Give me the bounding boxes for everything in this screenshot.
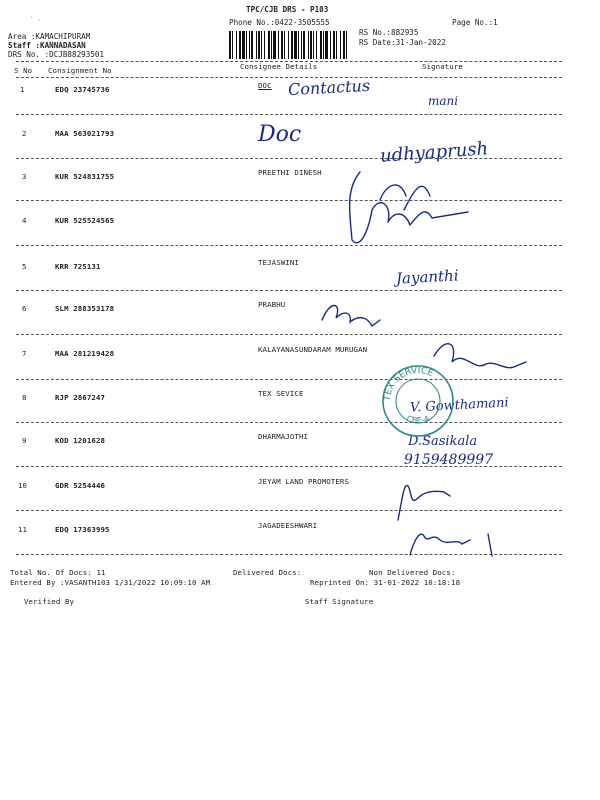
handwritten-doc: Doc: [258, 122, 302, 147]
page-number: Page No.:1: [452, 18, 498, 27]
row-2-sno: 2: [22, 129, 27, 138]
area-label: Area :KAMACHIPURAM: [8, 32, 91, 41]
row-2-consignment: MAA 563021793: [55, 129, 115, 138]
rs-date: RS Date:31-Jan-2022: [359, 38, 446, 47]
col-signature: Signature: [422, 62, 463, 71]
signature-6: [322, 306, 380, 327]
handwritten-name: mani: [428, 94, 459, 108]
delivered-docs: Delivered Docs:: [233, 568, 302, 577]
row-9-consignment: KOD 1201628: [55, 436, 106, 445]
row-6-sno: 6: [22, 304, 27, 313]
reprinted-on: Reprinted On: 31-01-2022 10:18:18: [310, 578, 461, 587]
row-9-consignee: DHARMAJOTHI: [258, 432, 309, 441]
handwritten-name: Jayanthi: [395, 266, 459, 288]
col-sno: S No: [14, 66, 33, 75]
signature-3b: [380, 185, 430, 210]
rs-number: RS No.:882935: [359, 28, 419, 37]
row-5-sno: 5: [22, 262, 27, 271]
stamp-bottom-text: CBE-4: [405, 413, 431, 426]
entered-by: Entered By :VASANTH103 1/31/2022 10:09:10 AM: [10, 578, 211, 587]
handwritten-name: D.Sasikala: [408, 434, 478, 449]
row-8-consignee: TEX SEVICE: [258, 389, 304, 398]
row-4-consignment: KUR 525524565: [55, 216, 115, 225]
handwritten-name: Contactus: [287, 75, 371, 100]
drs-number: DRS No. :DCJB88293501: [8, 50, 105, 59]
row-3-sno: 3: [22, 172, 27, 181]
row-10-consignee: JEYAM LAND PROMOTERS: [258, 477, 349, 486]
phone-number: Phone No.:0422-3505555: [229, 18, 330, 27]
row-11-consignment: EDQ 17363995: [55, 525, 110, 534]
row-1-consignee: DOC: [258, 81, 272, 90]
row-5-consignee: TEJASWINI: [258, 258, 299, 267]
row-10-sno: 10: [18, 481, 28, 490]
report-title: TPC/CJB DRS - P103: [246, 5, 329, 14]
stamp-top-text: TEX SERVICE: [382, 365, 435, 402]
row-10-consignment: GDR 5254446: [55, 481, 106, 490]
scan-speck: · ¸: [30, 14, 41, 21]
signature-3: [350, 172, 468, 243]
row-4-sno: 4: [22, 216, 27, 225]
svg-text:CBE-4: [405, 414, 430, 425]
col-consignee: Consignee Details: [240, 62, 318, 71]
row-1-consignment: EDQ 23745736: [55, 85, 110, 94]
handwritten-name: V. Gowthamani: [409, 395, 510, 416]
row-9-sno: 9: [22, 436, 27, 445]
handwritten-phone: 9159489997: [404, 452, 494, 468]
signature-10: [398, 485, 450, 520]
row-1-sno: 1: [20, 85, 25, 94]
svg-text:TEX SERVICE: [383, 366, 435, 403]
row-6-consignment: SLM 288353178: [55, 304, 115, 313]
row-8-consignment: RJP 2867247: [55, 393, 106, 402]
row-7-consignment: MAA 281219428: [55, 349, 115, 358]
col-consignment: Consignment No: [48, 66, 112, 75]
row-11-sno: 11: [18, 525, 28, 534]
signature-11: [410, 534, 492, 556]
row-3-consignee: PREETHI DINESH: [258, 168, 322, 177]
row-11-consignee: JAGADEESHWARI: [258, 521, 318, 530]
staff-label: Staff :KANNADASAN: [8, 41, 86, 50]
verified-by: Verified By: [24, 597, 75, 606]
tex-service-stamp: [380, 363, 456, 439]
row-8-sno: 8: [22, 393, 27, 402]
row-7-consignee: KALAYANASUNDARAM MURUGAN: [258, 345, 368, 354]
non-delivered-docs: Non Delivered Docs:: [369, 568, 456, 577]
row-3-consignment: KUR 524831755: [55, 172, 115, 181]
staff-signature: Staff Signature: [305, 597, 374, 606]
row-7-sno: 7: [22, 349, 27, 358]
row-6-consignee: PRABHU: [258, 300, 286, 309]
handwritten-name: udhyaprush: [379, 138, 489, 167]
total-docs: Total No. Of Docs: 11: [10, 568, 106, 577]
row-5-consignment: KRR 725131: [55, 262, 101, 271]
